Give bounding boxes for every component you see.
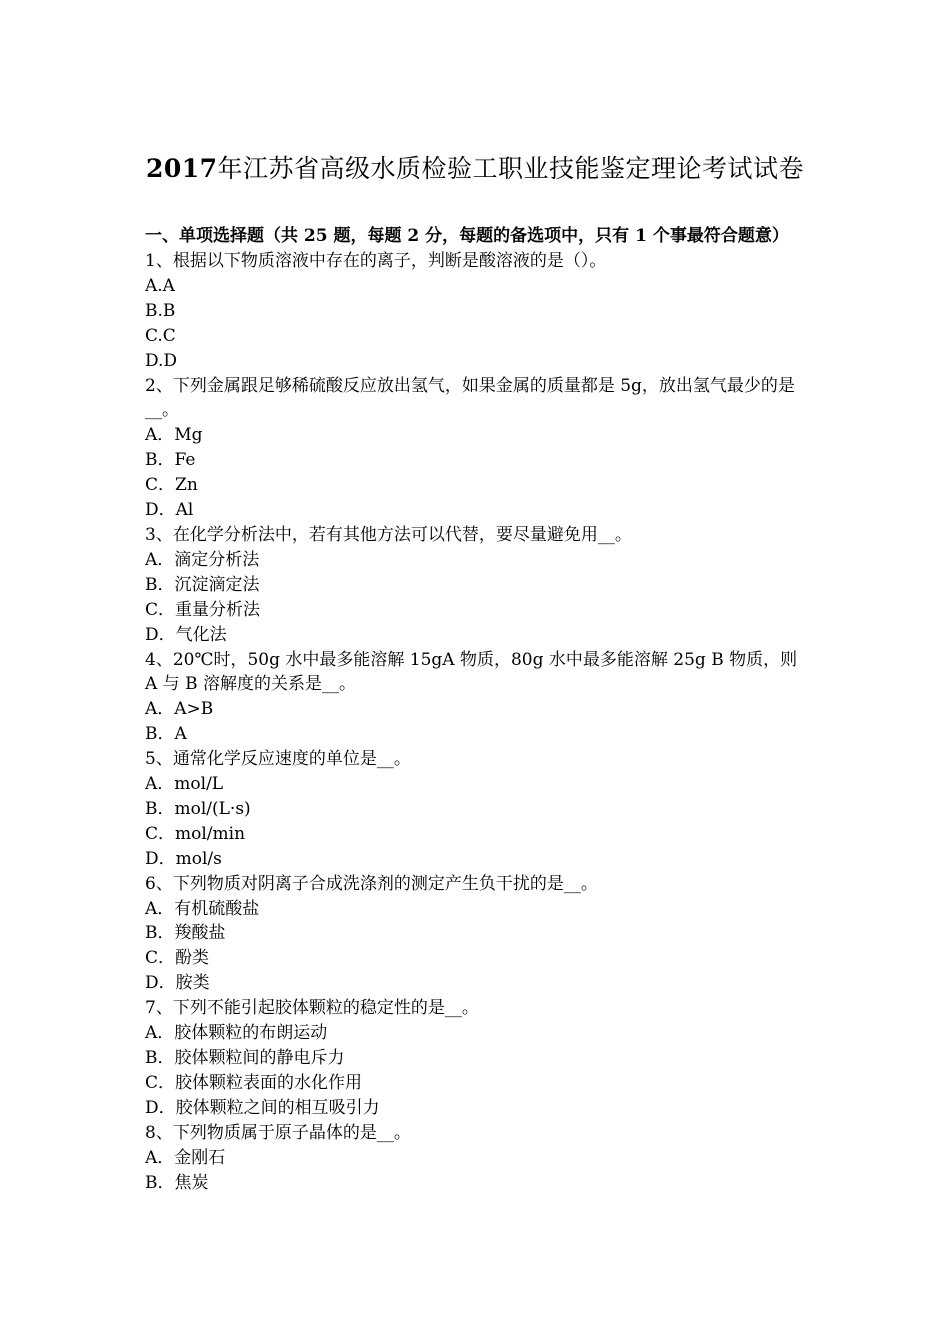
answer-option: B．mol/(L·s): [145, 798, 251, 819]
question-text: 5、通常化学反应速度的单位是__。: [145, 749, 411, 770]
question-text: 1、根据以下物质溶液中存在的离子，判断是酸溶液的是（）。: [145, 251, 607, 271]
document-title: [0, 152, 950, 186]
question-text: 8、下列物质属于原子晶体的是__。: [145, 1122, 411, 1143]
title-year: 2017: [145, 154, 218, 183]
answer-option: C．mol/min: [145, 823, 246, 844]
question-text: 7、下列不能引起胶体颗粒的稳定性的是__。: [145, 998, 479, 1019]
answer-option: B．焦炭: [145, 1172, 209, 1193]
answer-option: B．羧酸盐: [145, 923, 226, 944]
answer-option: D．胶体颗粒之间的相互吸引力: [145, 1097, 380, 1118]
document-body: [145, 224, 810, 1195]
answer-option: C.C: [145, 325, 176, 346]
answer-option: D．气化法: [145, 624, 227, 645]
answer-option: A．滴定分析法: [145, 549, 260, 570]
question-text: 2、下列金属跟足够稀硫酸反应放出氢气，如果金属的质量都是 5g，放出氢气最少的是__。: [145, 375, 795, 421]
answer-option: B．胶体颗粒间的静电斥力: [145, 1048, 345, 1068]
answer-option: A．有机硫酸盐: [145, 898, 260, 919]
answer-option: A．mol/L: [145, 774, 224, 795]
answer-option: A．金刚石: [145, 1147, 226, 1168]
answer-option: C．重量分析法: [145, 599, 261, 620]
answer-option: A．Mg: [145, 425, 203, 446]
answer-option: C．酚类: [145, 948, 210, 969]
question-text: 4、20℃时，50g 水中最多能溶解 15gA 物质，80g 水中最多能溶解 25g B 物质，则 A 与 B 溶解度的关系是__。: [145, 649, 798, 695]
question-text: 6、下列物质对阴离子合成洗涤剂的测定产生负干扰的是__。: [145, 873, 598, 894]
answer-option: D．mol/s: [145, 848, 222, 869]
answer-option: C．胶体颗粒表面的水化作用: [145, 1072, 363, 1093]
answer-option: D．Al: [145, 500, 194, 521]
answer-option: D．胺类: [145, 973, 210, 994]
question-list: [145, 249, 810, 1195]
answer-option: B．沉淀滴定法: [145, 574, 260, 595]
answer-option: A．胶体颗粒的布朗运动: [145, 1023, 328, 1044]
title-text: 年江苏省高级水质检验工职业技能鉴定理论考试试卷: [217, 154, 805, 183]
answer-option: B．A: [145, 724, 187, 745]
section-heading: 一、单项选择题（共 25 题，每题 2 分，每题的备选项中，只有 1 个事最符合题意）: [145, 226, 789, 246]
answer-option: D.D: [145, 350, 178, 371]
answer-option: B.B: [145, 300, 176, 321]
answer-option: B．Fe: [145, 450, 196, 471]
answer-option: C．Zn: [145, 475, 198, 496]
question-text: 3、在化学分析法中，若有其他方法可以代替，要尽量避免用__。: [145, 524, 632, 545]
answer-option: A.A: [145, 275, 175, 296]
answer-option: A．A>B: [145, 699, 214, 720]
